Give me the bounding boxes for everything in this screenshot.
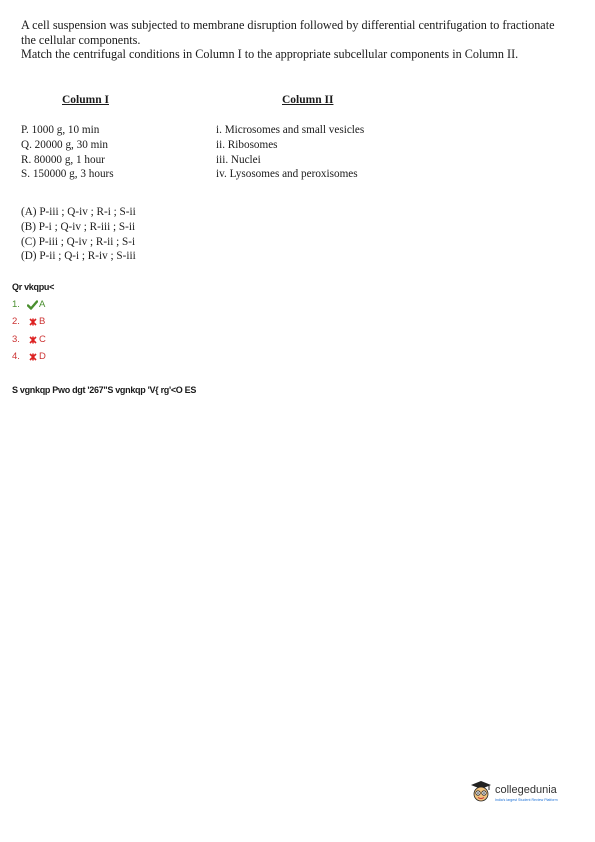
option-a: (A) P-iii ; Q-iv ; R-i ; S-ii (21, 206, 136, 218)
logo-tagline: India's largest Student Review Platform (495, 797, 558, 802)
answer-row (12, 313, 46, 330)
collegedunia-logo (470, 780, 558, 809)
logo-name: collegedunia (495, 783, 557, 796)
answer-row (12, 296, 46, 313)
column-2-header: Column II (282, 94, 334, 106)
graduate-mascot-icon (470, 780, 492, 809)
list-item: P. 1000 g, 10 min (21, 124, 100, 136)
cross-icon (26, 336, 39, 344)
question-meta-text: S vgnkqp Pwo dgt '267"S vgnkqp 'V{ rg'<O ES (12, 385, 197, 395)
list-item: Q. 20000 g, 30 min (21, 138, 109, 151)
cross-icon (26, 353, 39, 361)
answer-row (12, 331, 46, 348)
column-2-list (216, 123, 364, 182)
answer-row (12, 348, 46, 365)
answers-heading: Qr vkqpu< (12, 282, 55, 292)
question-line-2: Match the centrifugal conditions in Column I to the appropriate subcellular components in Column II. (21, 47, 519, 61)
list-item: R. 80000 g, 1 hour (21, 153, 105, 166)
option-b: (B) P-i ; Q-iv ; R-iii ; S-ii (21, 220, 136, 233)
list-item: S. 150000 g, 3 hours (21, 168, 114, 181)
answer-number: 1. (12, 299, 20, 310)
column-1-header: Column I (62, 94, 109, 106)
answer-letter: C (39, 333, 46, 345)
answer-number: 2. (12, 316, 20, 328)
column-1-list (21, 123, 114, 182)
list-item: ii. Ribosomes (216, 138, 278, 151)
question-text (21, 18, 566, 62)
answer-letter: D (39, 351, 46, 363)
answer-letter: A (39, 299, 46, 310)
list-item: i. Microsomes and small vesicles (216, 124, 365, 136)
answer-letter: B (39, 316, 46, 328)
cross-icon (26, 318, 39, 326)
option-c: (C) P-iii ; Q-iv ; R-ii ; S-i (21, 235, 136, 248)
answer-key-list (12, 296, 46, 366)
answer-options (21, 205, 136, 264)
option-d: (D) P-ii ; Q-i ; R-iv ; S-iii (21, 250, 136, 263)
list-item: iii. Nuclei (216, 153, 261, 166)
list-item: iv. Lysosomes and peroxisomes (216, 168, 358, 181)
question-line-1: A cell suspension was subjected to membrane disruption followed by differential centrifugation to fractionate the cellular components. (21, 18, 555, 47)
check-icon (26, 300, 39, 310)
answer-number: 3. (12, 333, 20, 345)
answer-number: 4. (12, 351, 20, 363)
